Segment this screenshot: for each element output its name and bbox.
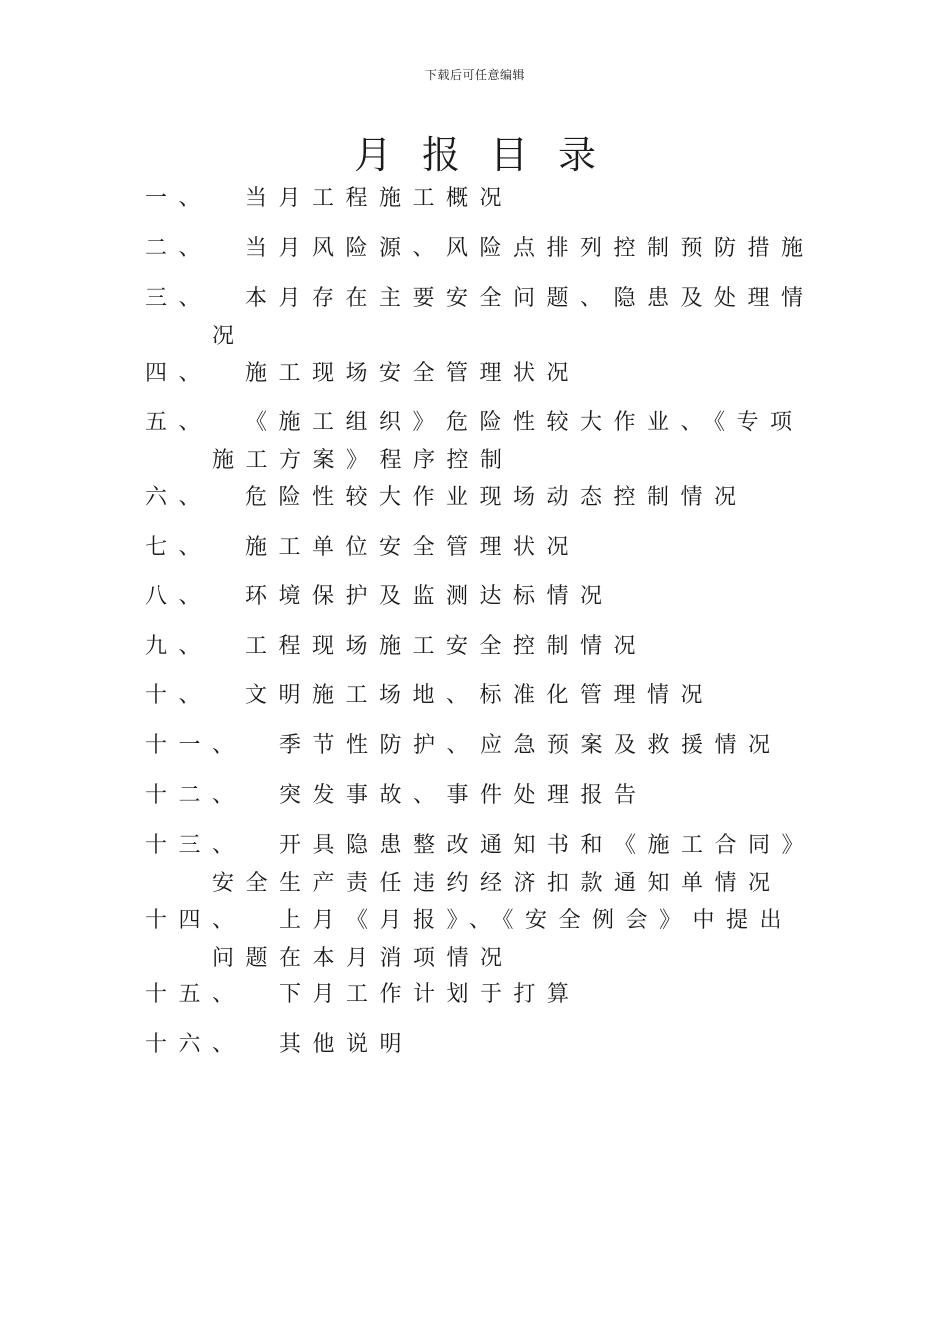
toc-number: 二、 (145, 236, 213, 261)
toc-number: 十五、 (145, 982, 246, 1007)
toc-item-15 (145, 976, 835, 1014)
toc-number: 四、 (145, 361, 213, 386)
toc-text-continued: 问题在本月消项情况 (212, 946, 514, 971)
toc-text: 当月风险源、风险点排列控制预防措施 (245, 236, 815, 261)
toc-item-1 (145, 180, 835, 218)
toc-item-14 (145, 902, 835, 971)
toc-text: 季节性防护、应急预案及救援情况 (279, 733, 782, 758)
header-note: 下载后可任意编辑 (424, 68, 525, 82)
toc-text: 其他说明 (279, 1032, 414, 1057)
toc-item-4 (145, 355, 835, 393)
toc-number: 七、 (145, 535, 213, 560)
toc-text: 文明施工场地、标准化管理情况 (245, 683, 715, 708)
toc-item-10 (145, 677, 835, 715)
toc-number: 八、 (145, 584, 213, 609)
toc-item-16 (145, 1026, 835, 1064)
toc-text-continued: 施工方案》程序控制 (212, 448, 514, 473)
toc-item-2 (145, 230, 835, 268)
toc-text: 上月《月报》、《安全例会》中提出 (279, 908, 794, 933)
toc-text: 工程现场施工安全控制情况 (245, 634, 648, 659)
toc-number: 十四、 (145, 908, 246, 933)
toc-item-13 (145, 827, 835, 896)
toc-item-8 (145, 578, 835, 616)
toc-number: 十三、 (145, 833, 246, 858)
toc-number: 十二、 (145, 783, 246, 808)
toc-text: 施工单位安全管理状况 (245, 535, 581, 560)
toc-number: 十六、 (145, 1032, 246, 1057)
toc-text: 施工现场安全管理状况 (245, 361, 581, 386)
toc-number: 五、 (145, 410, 213, 435)
toc-text: 当月工程施工概况 (245, 186, 514, 211)
toc-number: 三、 (145, 286, 213, 311)
toc-text: 下月工作计划于打算 (279, 982, 581, 1007)
toc-item-11 (145, 727, 835, 765)
toc-number: 十、 (145, 683, 213, 708)
document-title: 月报目录 (353, 133, 626, 177)
toc-item-3 (145, 280, 835, 349)
toc-item-7 (145, 529, 835, 567)
toc-number: 一、 (145, 186, 213, 211)
toc-item-9 (145, 628, 835, 666)
toc-text: 《施工组织》危险性较大作业、《专项 (245, 410, 804, 435)
toc-item-5 (145, 404, 835, 473)
toc-text-continued: 安全生产责任违约经济扣款通知单情况 (212, 871, 782, 896)
toc-text-continued: 况 (212, 324, 246, 349)
toc-text: 本月存在主要安全问题、隐患及处理情 (245, 286, 815, 311)
toc-text: 环境保护及监测达标情况 (245, 584, 614, 609)
toc-number: 十一、 (145, 733, 246, 758)
toc-text: 突发事故、事件处理报告 (279, 783, 648, 808)
toc-text: 开具隐患整改通知书和《施工合同》 (279, 833, 816, 858)
toc-number: 六、 (145, 485, 213, 510)
toc-item-6 (145, 479, 835, 517)
toc-text: 危险性较大作业现场动态控制情况 (245, 485, 748, 510)
toc-number: 九、 (145, 634, 213, 659)
toc-item-12 (145, 777, 835, 815)
